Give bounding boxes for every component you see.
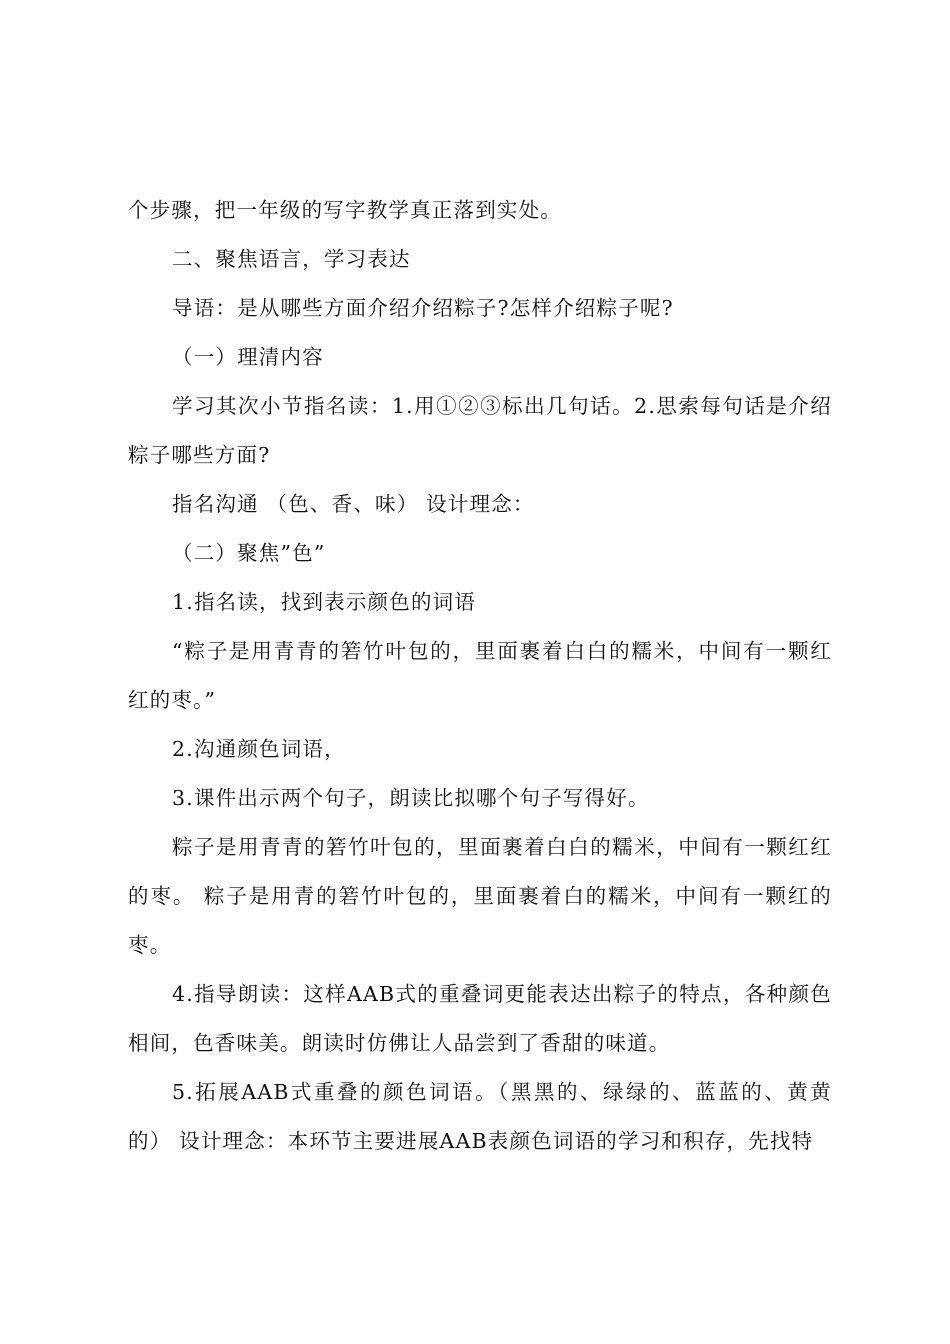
subheading-color: （二）聚焦”色” xyxy=(172,541,326,565)
paragraph-step-4: 4.指导朗读：这样AAB式的重叠词更能表达出粽子的特点，各种颜色相间，色香味美。朗读时仿佛让人品尝到了香甜的味道。 xyxy=(128,982,832,1055)
paragraph-step-5: 5.拓展AAB式重叠的颜色词语。（黑黑的、绿绿的、蓝蓝的、黄黄的） 设计理念：本环节主要进展AAB表颜色词语的学习和积存，先找特 xyxy=(128,1080,832,1153)
paragraph-1: 个步骤，把一年级的写字教学真正落到实处。 xyxy=(128,198,562,222)
paragraph-quote: “粽子是用青青的箬竹叶包的，里面裹着白白的糯米，中间有一颗红红的枣。” xyxy=(128,639,832,712)
paragraph-intro: 导语：是从哪些方面介绍介绍粽子?怎样介绍粽子呢? xyxy=(172,296,674,320)
paragraph-study: 学习其次小节指名读：1.用①②③标出几句话。2.思索每句话是介绍粽子哪些方面? xyxy=(128,394,832,467)
subheading-content: （一）理清内容 xyxy=(172,345,324,369)
paragraph-step-1: 1.指名读，找到表示颜色的词语 xyxy=(172,590,477,614)
paragraph-step-3: 3.课件出示两个句子，朗读比拟哪个句子写得好。 xyxy=(172,786,650,810)
paragraph-communicate: 指名沟通 （色、香、味） 设计理念： xyxy=(172,492,535,516)
paragraph-step-2: 2.沟通颜色词语， xyxy=(172,737,346,761)
paragraph-compare: 粽子是用青青的箬竹叶包的，里面裹着白白的糯米，中间有一颗红红的枣。 粽子是用青的箬竹叶包的，里面裹着白的糯米，中间有一颗红的枣。 xyxy=(128,835,832,957)
document-body xyxy=(128,186,832,1166)
section-heading-2: 二、聚焦语言，学习表达 xyxy=(172,247,411,271)
